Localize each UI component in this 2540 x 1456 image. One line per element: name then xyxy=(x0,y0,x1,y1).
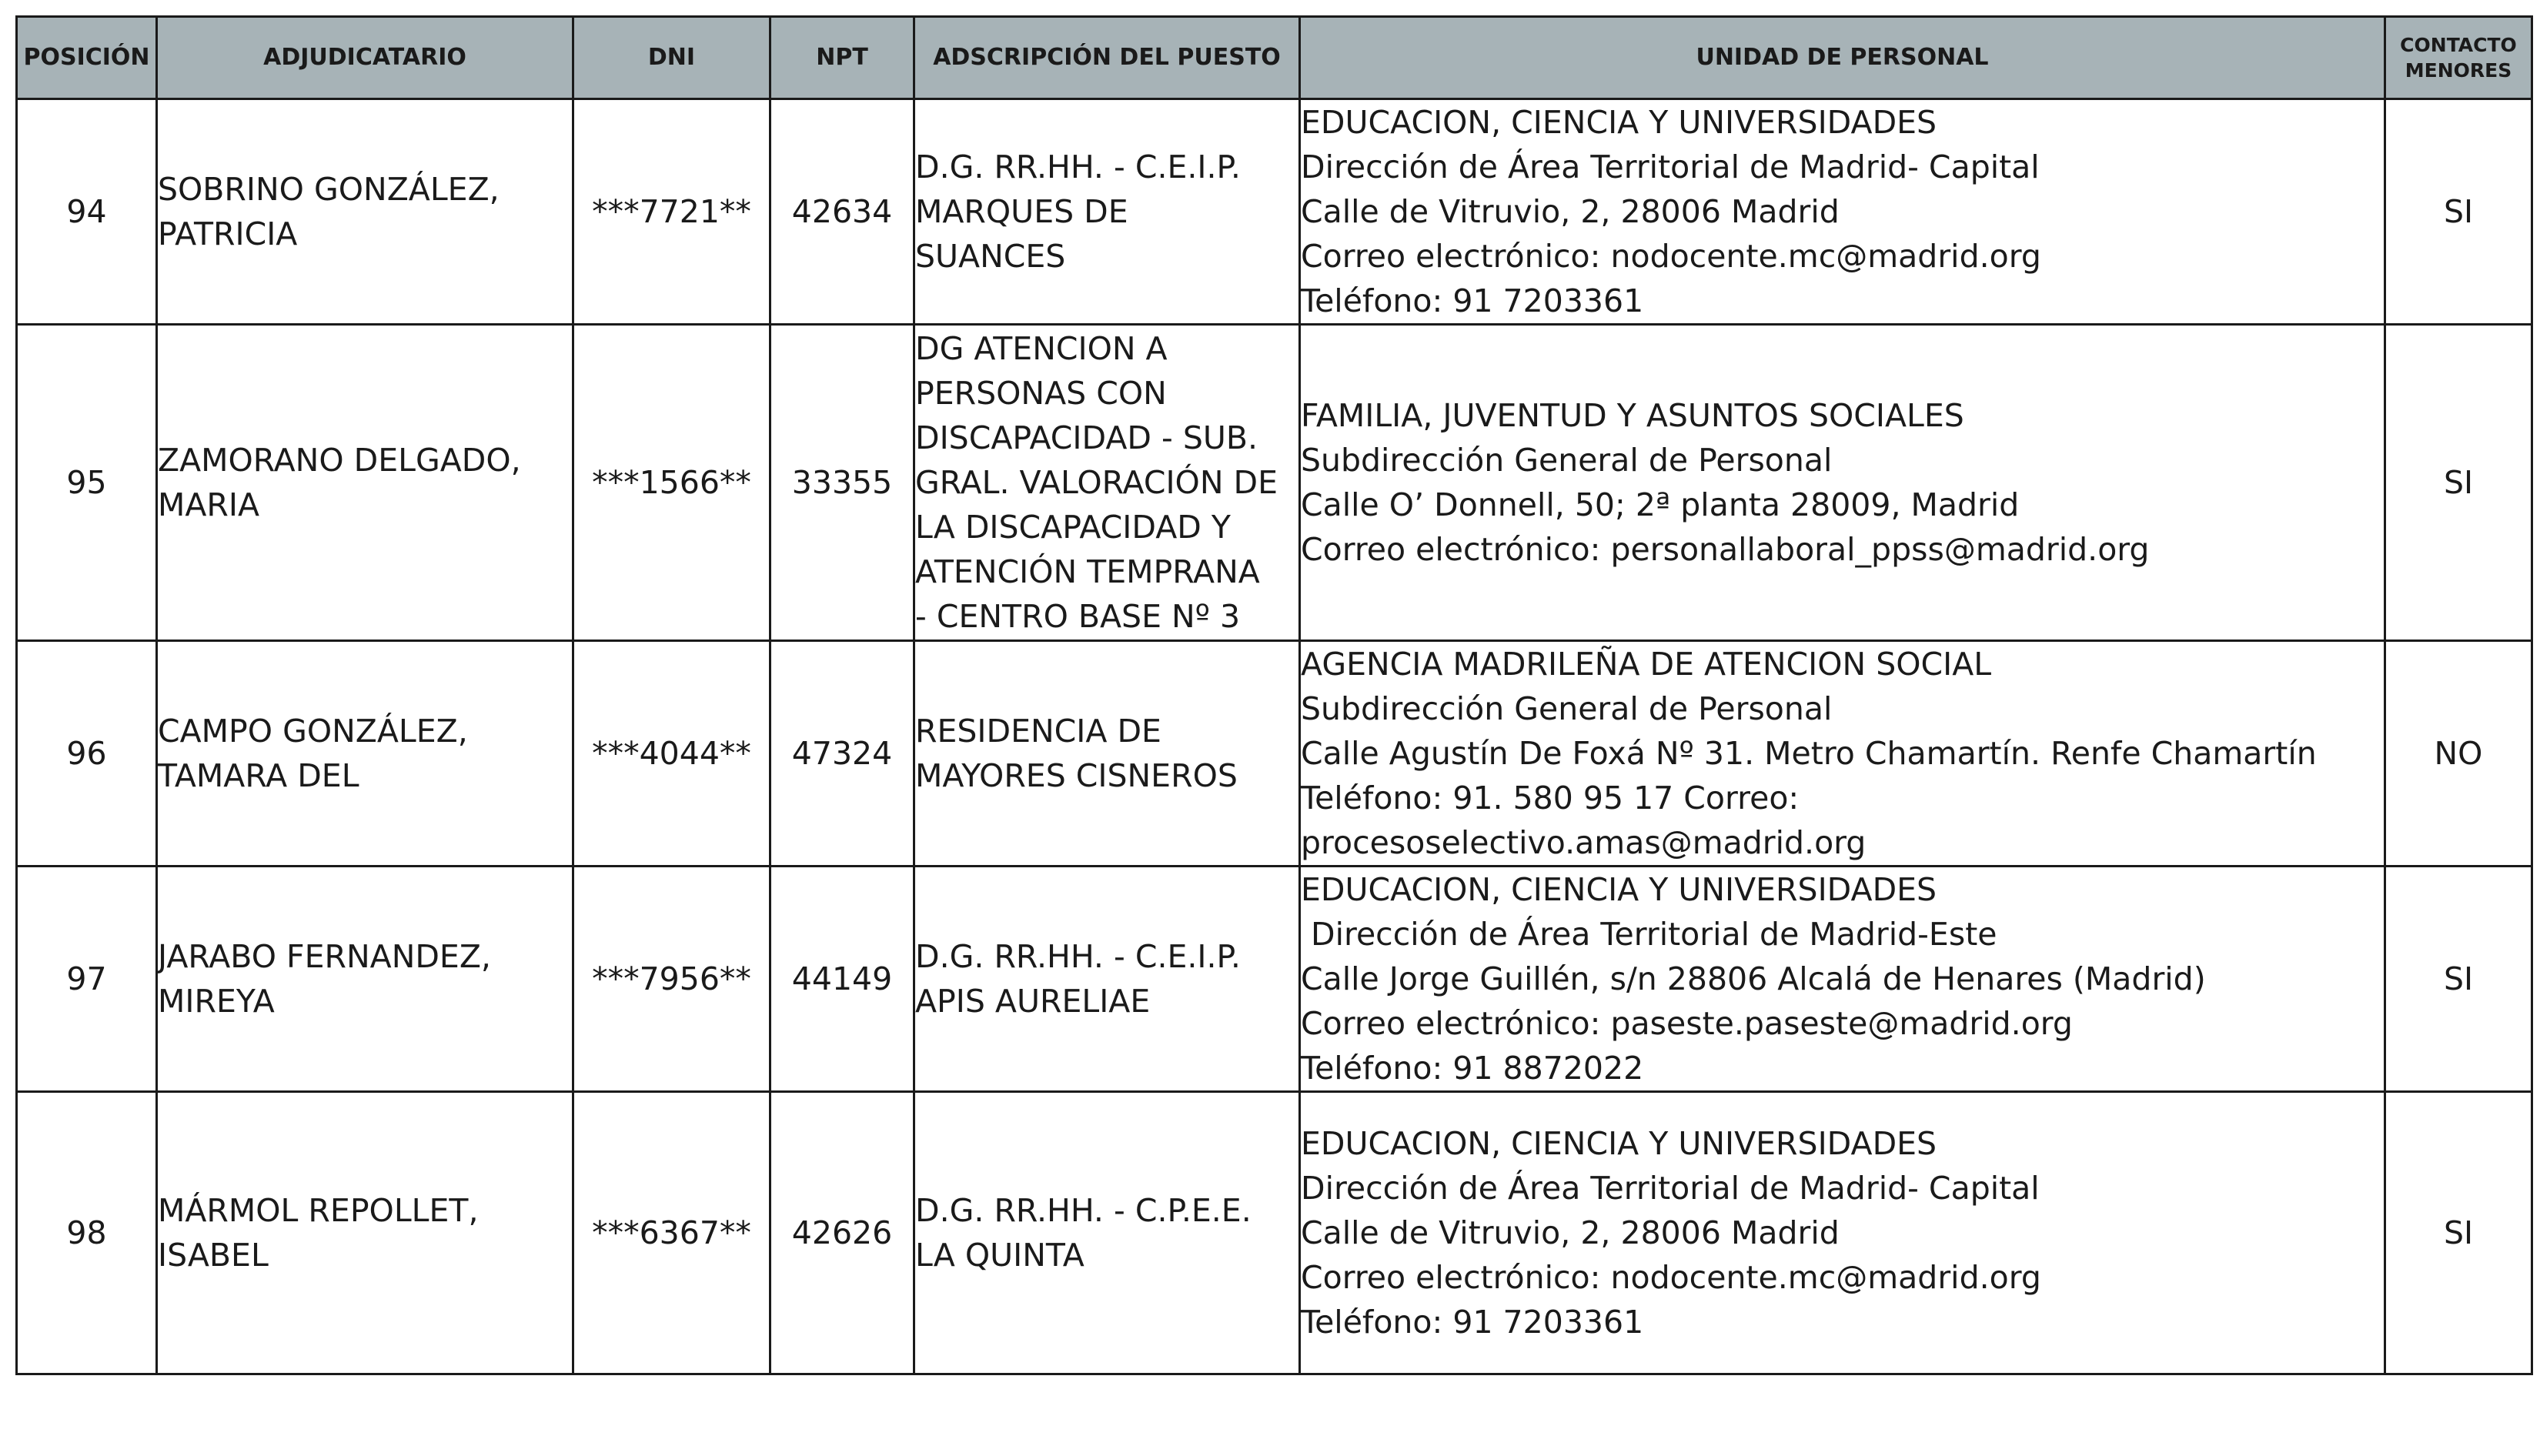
cell-unidad xyxy=(1300,325,2385,641)
cell-npt: 33355 xyxy=(770,325,914,641)
unidad-line: Teléfono: 91 7203361 xyxy=(1301,1304,1644,1341)
name-line: ISABEL xyxy=(158,1237,269,1274)
unidad-line: EDUCACION, CIENCIA Y UNIVERSIDADES xyxy=(1301,104,1937,141)
adscripcion-line: SUANCES xyxy=(915,238,1066,275)
unidad-line: Dirección de Área Territorial de Madrid- Capital xyxy=(1301,1170,2040,1207)
unidad-line: Calle de Vitruvio, 2, 28006 Madrid xyxy=(1301,193,1840,230)
header-adscripcion: ADSCRIPCIÓN DEL PUESTO xyxy=(914,17,1300,99)
cell-adjudicatario xyxy=(157,1092,573,1374)
adscripcion-line: MAYORES CISNEROS xyxy=(915,757,1238,794)
cell-adscripcion xyxy=(914,1092,1300,1374)
adjudicatarios-table xyxy=(15,15,2533,1375)
header-contacto-line1: CONTACTO xyxy=(2400,34,2517,56)
unidad-line: EDUCACION, CIENCIA Y UNIVERSIDADES xyxy=(1301,871,1937,908)
unidad-line: FAMILIA, JUVENTUD Y ASUNTOS SOCIALES xyxy=(1301,397,1964,434)
adscripcion-line: MARQUES DE xyxy=(915,193,1128,230)
unidad-line: Calle O’ Donnell, 50; 2ª planta 28009, Madrid xyxy=(1301,486,2020,523)
cell-contacto-menores: SI xyxy=(2385,1092,2532,1374)
cell-adscripcion xyxy=(914,325,1300,641)
unidad-line: Correo electrónico: nodocente.mc@madrid.org xyxy=(1301,238,2041,275)
unidad-line: Subdirección General de Personal xyxy=(1301,442,1833,479)
cell-posicion: 95 xyxy=(17,325,157,641)
table-row xyxy=(17,99,2532,325)
adscripcion-line: DISCAPACIDAD - SUB. xyxy=(915,419,1258,456)
unidad-line: procesoselectivo.amas@madrid.org xyxy=(1301,824,1867,861)
table-row xyxy=(17,325,2532,641)
cell-contacto-menores: NO xyxy=(2385,641,2532,867)
cell-adjudicatario xyxy=(157,867,573,1092)
name-line: MÁRMOL REPOLLET, xyxy=(158,1192,479,1229)
cell-contacto-menores: SI xyxy=(2385,99,2532,325)
name-line: MIREYA xyxy=(158,983,275,1020)
unidad-line: Teléfono: 91. 580 95 17 Correo: xyxy=(1301,780,1800,816)
name-line: CAMPO GONZÁLEZ, xyxy=(158,713,468,750)
name-line: ZAMORANO DELGADO, xyxy=(158,442,521,479)
table-row xyxy=(17,641,2532,867)
cell-unidad xyxy=(1300,1092,2385,1374)
cell-dni: ***6367** xyxy=(573,1092,770,1374)
unidad-line: Correo electrónico: paseste.paseste@madrid.org xyxy=(1301,1005,2073,1042)
unidad-line: Correo electrónico: nodocente.mc@madrid.org xyxy=(1301,1259,2041,1296)
table-row xyxy=(17,867,2532,1092)
unidad-line: Calle de Vitruvio, 2, 28006 Madrid xyxy=(1301,1214,1840,1251)
unidad-line: Calle Jorge Guillén, s/n 28806 Alcalá de Henares (Madrid) xyxy=(1301,960,2206,997)
name-line: TAMARA DEL xyxy=(158,757,359,794)
adscripcion-line: PERSONAS CON xyxy=(915,375,1167,412)
adscripcion-line: DG ATENCION A xyxy=(915,330,1168,367)
cell-adjudicatario xyxy=(157,99,573,325)
unidad-line: Dirección de Área Territorial de Madrid- Capital xyxy=(1301,149,2040,185)
unidad-line: Subdirección General de Personal xyxy=(1301,690,1833,727)
header-contacto-line2: MENORES xyxy=(2405,59,2512,82)
header-contacto-menores xyxy=(2385,17,2532,99)
cell-adjudicatario xyxy=(157,641,573,867)
name-line: PATRICIA xyxy=(158,215,298,252)
cell-unidad xyxy=(1300,99,2385,325)
cell-contacto-menores: SI xyxy=(2385,325,2532,641)
cell-adscripcion xyxy=(914,867,1300,1092)
cell-adscripcion xyxy=(914,641,1300,867)
header-unidad: UNIDAD DE PERSONAL xyxy=(1300,17,2385,99)
adscripcion-line: LA DISCAPACIDAD Y xyxy=(915,509,1231,546)
header-row xyxy=(17,17,2532,99)
cell-adjudicatario xyxy=(157,325,573,641)
cell-npt: 47324 xyxy=(770,641,914,867)
adscripcion-line: LA QUINTA xyxy=(915,1237,1085,1274)
header-npt: NPT xyxy=(770,17,914,99)
name-line: MARIA xyxy=(158,486,260,523)
adscripcion-line: - CENTRO BASE Nº 3 xyxy=(915,598,1241,635)
cell-dni: ***7721** xyxy=(573,99,770,325)
unidad-line: Teléfono: 91 8872022 xyxy=(1301,1050,1644,1087)
adscripcion-line: GRAL. VALORACIÓN DE xyxy=(915,464,1278,501)
cell-dni: ***7956** xyxy=(573,867,770,1092)
cell-npt: 42626 xyxy=(770,1092,914,1374)
cell-posicion: 96 xyxy=(17,641,157,867)
cell-npt: 42634 xyxy=(770,99,914,325)
adscripcion-line: D.G. RR.HH. - C.E.I.P. xyxy=(915,938,1241,975)
cell-posicion: 97 xyxy=(17,867,157,1092)
unidad-line: Teléfono: 91 7203361 xyxy=(1301,282,1644,319)
cell-adscripcion xyxy=(914,99,1300,325)
header-dni: DNI xyxy=(573,17,770,99)
cell-posicion: 98 xyxy=(17,1092,157,1374)
cell-unidad xyxy=(1300,867,2385,1092)
unidad-line: EDUCACION, CIENCIA Y UNIVERSIDADES xyxy=(1301,1125,1937,1162)
cell-posicion: 94 xyxy=(17,99,157,325)
adscripcion-line: ATENCIÓN TEMPRANA xyxy=(915,553,1260,590)
table-row xyxy=(17,1092,2532,1374)
unidad-line: Calle Agustín De Foxá Nº 31. Metro Chamartín. Renfe Chamartín xyxy=(1301,735,2317,772)
adscripcion-line: APIS AURELIAE xyxy=(915,983,1151,1020)
adscripcion-line: D.G. RR.HH. - C.P.E.E. xyxy=(915,1192,1252,1229)
cell-dni: ***1566** xyxy=(573,325,770,641)
header-adjudicatario: ADJUDICATARIO xyxy=(157,17,573,99)
unidad-line: Correo electrónico: personallaboral_ppss@madrid.org xyxy=(1301,531,2150,568)
adscripcion-line: D.G. RR.HH. - C.E.I.P. xyxy=(915,149,1241,185)
name-line: SOBRINO GONZÁLEZ, xyxy=(158,171,500,208)
cell-npt: 44149 xyxy=(770,867,914,1092)
cell-contacto-menores: SI xyxy=(2385,867,2532,1092)
name-line: JARABO FERNANDEZ, xyxy=(158,938,491,975)
cell-dni: ***4044** xyxy=(573,641,770,867)
unidad-line: AGENCIA MADRILEÑA DE ATENCION SOCIAL xyxy=(1301,646,1992,683)
adscripcion-line: RESIDENCIA DE xyxy=(915,713,1161,750)
unidad-line: Dirección de Área Territorial de Madrid-Este xyxy=(1301,916,1997,953)
cell-unidad xyxy=(1300,641,2385,867)
header-posicion: POSICIÓN xyxy=(17,17,157,99)
